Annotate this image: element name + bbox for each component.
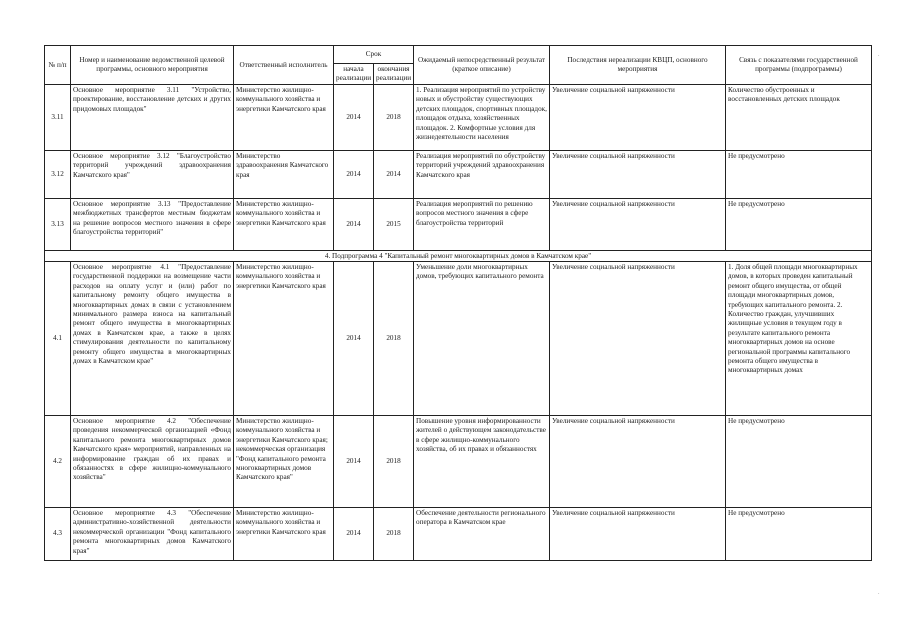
row-start: 2014 xyxy=(334,508,374,561)
row-name: Основное мероприятие 3.12 "Благоустройство территорий учреждений здравоохранения Камчатского края" xyxy=(71,151,234,199)
row-responsible: Министерство жилищно-коммунального хозяйства и энергетики Камчатского края xyxy=(234,199,334,251)
row-result: Уменьшение доли многоквартирных домов, требующих капитального ремонта xyxy=(414,262,550,416)
header-link: Связь с показателями государственной программы (подпрограммы) xyxy=(726,46,872,85)
row-name: Основное мероприятие 3.13 "Предоставление межбюджетных трансфертов местным бюджетам на решение вопросов местного значения в сфере благоустройства территорий" xyxy=(71,199,234,251)
row-end: 2015 xyxy=(374,199,414,251)
header-num: № п/п xyxy=(45,46,71,85)
table-row xyxy=(45,151,872,199)
row-responsible: Министерство здравоохранения Камчатского края xyxy=(234,151,334,199)
row-start: 2014 xyxy=(334,416,374,508)
row-name: Основное мероприятие 4.2 "Обеспечение проведения некоммерческой организацией «Фонд капитального ремонта многоквартирных домов Камчатского края» мероприятий, направленных на информирование граждан об их правах и обязанностях в сфере жилищно-коммунального хозяйства" xyxy=(71,416,234,508)
row-num: 4.2 xyxy=(45,416,71,508)
row-num: 4.1 xyxy=(45,262,71,416)
row-consequences: Увеличение социальной напряженности xyxy=(550,199,726,251)
header-term: Срок xyxy=(334,46,414,64)
row-result: Реализация мероприятий по решению вопросов местного значения в сфере благоустройства территорий xyxy=(414,199,550,251)
row-start: 2014 xyxy=(334,85,374,151)
row-name: Основное мероприятие 4.3 "Обеспечение административно-хозяйственной деятельности некоммерческой организации "Фонд капитального ремонта многоквартирных домов Камчатского края" xyxy=(71,508,234,561)
row-link: Не предусмотрено xyxy=(726,199,872,251)
header-result: Ожидаемый непосредственный результат (краткое описание) xyxy=(414,46,550,85)
row-responsible: Министерство жилищно-коммунального хозяйства и энергетики Камчатского края; некоммерческая организация "Фонд капитального ремонта многоквартирных домов Камчатского края" xyxy=(234,416,334,508)
table-row xyxy=(45,85,872,151)
row-result: Обеспечение деятельности регионального оператора в Камчатском крае xyxy=(414,508,550,561)
row-consequences: Увеличение социальной напряженности xyxy=(550,85,726,151)
table-row xyxy=(45,508,872,561)
row-result: 1. Реализация мероприятий по устройству новых и обустройству существующих детских площадок, спортивных площадок, площадок отдыха, хозяйственных площадок. 2. Комфортные условия для жизнедеятельности населения xyxy=(414,85,550,151)
margin-tick: . xyxy=(878,52,880,58)
table-row xyxy=(45,416,872,508)
row-result: Повышение уровня информированности жителей о действующем законодательстве в сфере жилищно-коммунального хозяйства, об их правах и обязанностях xyxy=(414,416,550,508)
row-end: 2014 xyxy=(374,151,414,199)
row-end: 2018 xyxy=(374,85,414,151)
row-link: Не предусмотрено xyxy=(726,151,872,199)
header-responsible: Ответственный исполнитель xyxy=(234,46,334,85)
header-name: Номер и наименование ведомственной целевой программы, основного мероприятия xyxy=(71,46,234,85)
row-consequences: Увеличение социальной напряженности xyxy=(550,508,726,561)
program-table xyxy=(44,45,872,561)
row-end: 2018 xyxy=(374,262,414,416)
table-row xyxy=(45,199,872,251)
row-num: 4.3 xyxy=(45,508,71,561)
row-num: 3.11 xyxy=(45,85,71,151)
row-name: Основное мероприятие 3.11 "Устройство, проектирование, восстановление детских и других придомовых площадок" xyxy=(71,85,234,151)
row-responsible: Министерство жилищно-коммунального хозяйства и энергетики Камчатского края xyxy=(234,85,334,151)
row-end: 2018 xyxy=(374,416,414,508)
row-result: Реализация мероприятий по обустройству территорий учреждений здравоохранения Камчатского края xyxy=(414,151,550,199)
row-link: Количество обустроенных и восстановленных детских площадок xyxy=(726,85,872,151)
header-consequences: Последствия нереализации КВЦП, основного мероприятия xyxy=(550,46,726,85)
subprogram-title: 4. Подпрограмма 4 "Капитальный ремонт многоквартирных домов в Камчатском крае" xyxy=(45,251,872,262)
row-start: 2014 xyxy=(334,151,374,199)
subprogram-row xyxy=(45,251,872,262)
row-consequences: Увеличение социальной напряженности xyxy=(550,262,726,416)
row-link: Не предусмотрено xyxy=(726,508,872,561)
row-consequences: Увеличение социальной напряженности xyxy=(550,151,726,199)
row-responsible: Министерство жилищно-коммунального хозяйства и энергетики Камчатского края xyxy=(234,508,334,561)
margin-tick: . xyxy=(878,590,880,596)
row-start: 2014 xyxy=(334,262,374,416)
row-end: 2018 xyxy=(374,508,414,561)
header-end: окончания реализации xyxy=(374,64,414,85)
header-start: начала реализации xyxy=(334,64,374,85)
row-name: Основное мероприятие 4.1 "Предоставление государственной поддержки на возмещение части расходов на оплату услуг и (или) работ по капитальному ремонту общего имущества в многоквартирных домах в связи с установлением минимального размера взноса на капитальный ремонт общего имущества в многоквартирных домах в Камчатском крае, а также в целях стимулирования деятельности по капитальному ремонту общего имущества в многоквартирных домах в Камчатском крае" xyxy=(71,262,234,416)
row-link: 1. Доля общей площади многоквартирных домов, в которых проведен капитальный ремонт общего имущества, от общей площади многоквартирных домов, требующих капитального ремонта. 2. Количество граждан, улучшивших жилищные условия в текущем году в результате капитального ремонта многоквартирных домов на основе региональной программы капитального ремонта общего имущества в многоквартирных домах xyxy=(726,262,872,416)
table-row xyxy=(45,262,872,416)
row-num: 3.12 xyxy=(45,151,71,199)
row-consequences: Увеличение социальной напряженности xyxy=(550,416,726,508)
row-start: 2014 xyxy=(334,199,374,251)
row-num: 3.13 xyxy=(45,199,71,251)
row-responsible: Министерство жилищно-коммунального хозяйства и энергетики Камчатского края xyxy=(234,262,334,416)
row-link: Не предусмотрено xyxy=(726,416,872,508)
